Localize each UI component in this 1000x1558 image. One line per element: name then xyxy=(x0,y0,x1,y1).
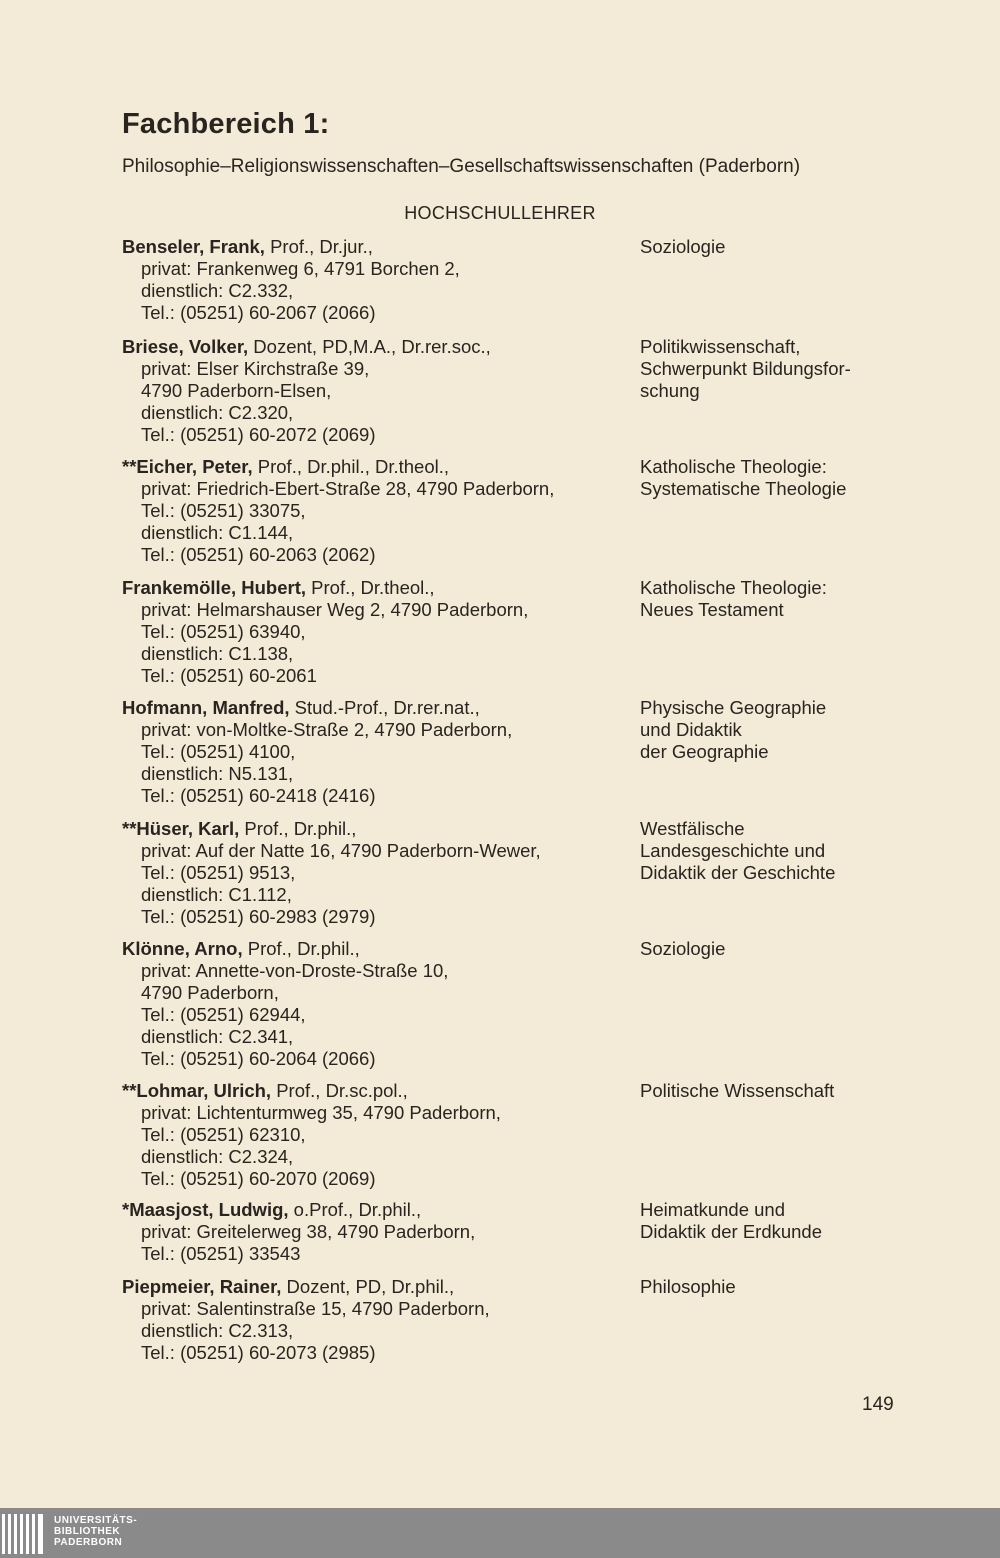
entry-details xyxy=(122,818,642,928)
entry-header-line xyxy=(122,1080,642,1102)
contact-line: dienstlich: C2.320, xyxy=(141,402,294,423)
contact-line: dienstlich: C2.332, xyxy=(141,280,294,301)
person-title: Stud.-Prof., Dr.rer.nat., xyxy=(289,697,480,718)
subject-line: Heimatkunde und xyxy=(640,1199,786,1220)
entry-header-line xyxy=(122,1276,642,1298)
subject-line: schung xyxy=(640,380,700,401)
person-title: Dozent, PD, Dr.phil., xyxy=(281,1276,455,1297)
page-heading: Fachbereich 1: xyxy=(122,108,330,140)
contact-line: privat: Greitelerweg 38, 4790 Paderborn, xyxy=(141,1221,476,1242)
person-title: o.Prof., Dr.phil., xyxy=(288,1199,422,1220)
contact-line: Tel.: (05251) 60-2072 (2069) xyxy=(141,424,376,445)
person-name: Briese, Volker, xyxy=(122,336,249,357)
person-name: **Lohmar, Ulrich, xyxy=(122,1080,272,1101)
logo-line: BIBLIOTHEK xyxy=(54,1526,121,1537)
subject-line: der Geographie xyxy=(640,741,769,762)
person-title: Prof., Dr.phil., Dr.theol., xyxy=(252,456,450,477)
entry-details xyxy=(122,456,642,566)
subject-area xyxy=(640,818,910,884)
contact-line: privat: Helmarshauser Weg 2, 4790 Paderborn, xyxy=(141,599,529,620)
subject-area xyxy=(640,697,910,763)
contact-line: dienstlich: C2.324, xyxy=(141,1146,294,1167)
subject-line: Katholische Theologie: xyxy=(640,456,827,477)
contact-line: privat: Annette-von-Droste-Straße 10, xyxy=(141,960,449,981)
logo-line: PADERBORN xyxy=(54,1537,123,1548)
contact-line: Tel.: (05251) 4100, xyxy=(141,741,296,762)
entry-details xyxy=(122,1080,642,1190)
subject-line: Landesgeschichte und xyxy=(640,840,826,861)
contact-line: Tel.: (05251) 60-2418 (2416) xyxy=(141,785,376,806)
contact-line: Tel.: (05251) 60-2064 (2066) xyxy=(141,1048,376,1069)
contact-line: privat: Frankenweg 6, 4791 Borchen 2, xyxy=(141,258,460,279)
entry-header-line xyxy=(122,577,642,599)
subject-area xyxy=(640,236,910,258)
person-name: Klönne, Arno, xyxy=(122,938,243,959)
subject-area xyxy=(640,577,910,621)
contact-line: Tel.: (05251) 62944, xyxy=(141,1004,306,1025)
contact-line: dienstlich: C2.313, xyxy=(141,1320,294,1341)
subject-area xyxy=(640,1276,910,1298)
person-name: *Maasjost, Ludwig, xyxy=(122,1199,289,1220)
subject-line: Politische Wissenschaft xyxy=(640,1080,835,1101)
entry-header-line xyxy=(122,236,642,258)
library-logo-text xyxy=(54,1515,137,1548)
subject-line: Schwerpunkt Bildungsfor- xyxy=(640,358,851,379)
entry-details xyxy=(122,336,642,446)
entry-header-line xyxy=(122,818,642,840)
contact-line: dienstlich: C1.112, xyxy=(141,884,292,905)
subject-line: Westfälische xyxy=(640,818,745,839)
library-logo-icon xyxy=(0,1514,46,1554)
contact-line: Tel.: (05251) 60-2067 (2066) xyxy=(141,302,376,323)
subject-area xyxy=(640,336,910,402)
subject-area xyxy=(640,1080,910,1102)
contact-line: Tel.: (05251) 60-2073 (2985) xyxy=(141,1342,376,1363)
page-number: 149 xyxy=(862,1394,894,1415)
subject-line: Didaktik der Erdkunde xyxy=(640,1221,823,1242)
subject-line: Didaktik der Geschichte xyxy=(640,862,836,883)
person-title: Prof., Dr.sc.pol., xyxy=(271,1080,408,1101)
entry-details xyxy=(122,938,642,1070)
person-title: Prof., Dr.jur., xyxy=(264,236,373,257)
entry-header-line xyxy=(122,336,642,358)
subject-line: Soziologie xyxy=(640,938,726,959)
entry-header-line xyxy=(122,1199,642,1221)
person-name: Hofmann, Manfred, xyxy=(122,697,290,718)
contact-line: dienstlich: N5.131, xyxy=(141,763,294,784)
contact-line: dienstlich: C1.144, xyxy=(141,522,294,543)
subject-line: und Didaktik xyxy=(640,719,742,740)
contact-line: Tel.: (05251) 9513, xyxy=(141,862,296,883)
contact-line: dienstlich: C2.341, xyxy=(141,1026,294,1047)
entry-header-line xyxy=(122,456,642,478)
section-title: HOCHSCHULLEHRER xyxy=(404,203,596,223)
contact-line: Tel.: (05251) 62310, xyxy=(141,1124,306,1145)
entry-details xyxy=(122,1276,642,1364)
subject-line: Philosophie xyxy=(640,1276,736,1297)
person-name: Frankemölle, Hubert, xyxy=(122,577,307,598)
subject-area xyxy=(640,1199,910,1243)
person-name: **Hüser, Karl, xyxy=(122,818,240,839)
person-title: Prof., Dr.phil., xyxy=(242,938,360,959)
subject-line: Systematische Theologie xyxy=(640,478,847,499)
subject-area xyxy=(640,456,910,500)
library-footer xyxy=(0,1508,1000,1558)
contact-line: Tel.: (05251) 33075, xyxy=(141,500,306,521)
contact-line: privat: Friedrich-Ebert-Straße 28, 4790 Paderborn, xyxy=(141,478,555,499)
person-title: Prof., Dr.phil., xyxy=(239,818,357,839)
contact-line: privat: Lichtenturmweg 35, 4790 Paderborn, xyxy=(141,1102,501,1123)
subject-line: Physische Geographie xyxy=(640,697,827,718)
contact-line: privat: Auf der Natte 16, 4790 Paderborn-Wewer, xyxy=(141,840,541,861)
subject-line: Neues Testament xyxy=(640,599,784,620)
subject-line: Katholische Theologie: xyxy=(640,577,827,598)
contact-line: 4790 Paderborn, xyxy=(141,982,279,1003)
page-subtitle: Philosophie–Religionswissenschaften–Gesellschaftswissenschaften (Paderborn) xyxy=(122,156,801,177)
logo-line: UNIVERSITÄTS- xyxy=(54,1515,138,1526)
contact-line: Tel.: (05251) 63940, xyxy=(141,621,306,642)
contact-line: privat: von-Moltke-Straße 2, 4790 Paderborn, xyxy=(141,719,513,740)
contact-line: dienstlich: C1.138, xyxy=(141,643,294,664)
entry-details xyxy=(122,577,642,687)
person-title: Dozent, PD,M.A., Dr.rer.soc., xyxy=(248,336,491,357)
person-name: Benseler, Frank, xyxy=(122,236,265,257)
contact-line: Tel.: (05251) 33543 xyxy=(141,1243,301,1264)
person-name: **Eicher, Peter, xyxy=(122,456,253,477)
contact-line: privat: Elser Kirchstraße 39, xyxy=(141,358,370,379)
subject-area xyxy=(640,938,910,960)
subject-line: Soziologie xyxy=(640,236,726,257)
entry-details xyxy=(122,697,642,807)
person-name: Piepmeier, Rainer, xyxy=(122,1276,282,1297)
entry-details xyxy=(122,236,642,324)
contact-line: 4790 Paderborn-Elsen, xyxy=(141,380,332,401)
subject-line: Politikwissenschaft, xyxy=(640,336,801,357)
contact-line: Tel.: (05251) 60-2061 xyxy=(141,665,317,686)
contact-line: Tel.: (05251) 60-2063 (2062) xyxy=(141,544,376,565)
entry-header-line xyxy=(122,697,642,719)
contact-line: Tel.: (05251) 60-2070 (2069) xyxy=(141,1168,376,1189)
entry-details xyxy=(122,1199,642,1265)
person-title: Prof., Dr.theol., xyxy=(306,577,435,598)
contact-line: privat: Salentinstraße 15, 4790 Paderborn, xyxy=(141,1298,490,1319)
contact-line: Tel.: (05251) 60-2983 (2979) xyxy=(141,906,376,927)
entry-header-line xyxy=(122,938,642,960)
